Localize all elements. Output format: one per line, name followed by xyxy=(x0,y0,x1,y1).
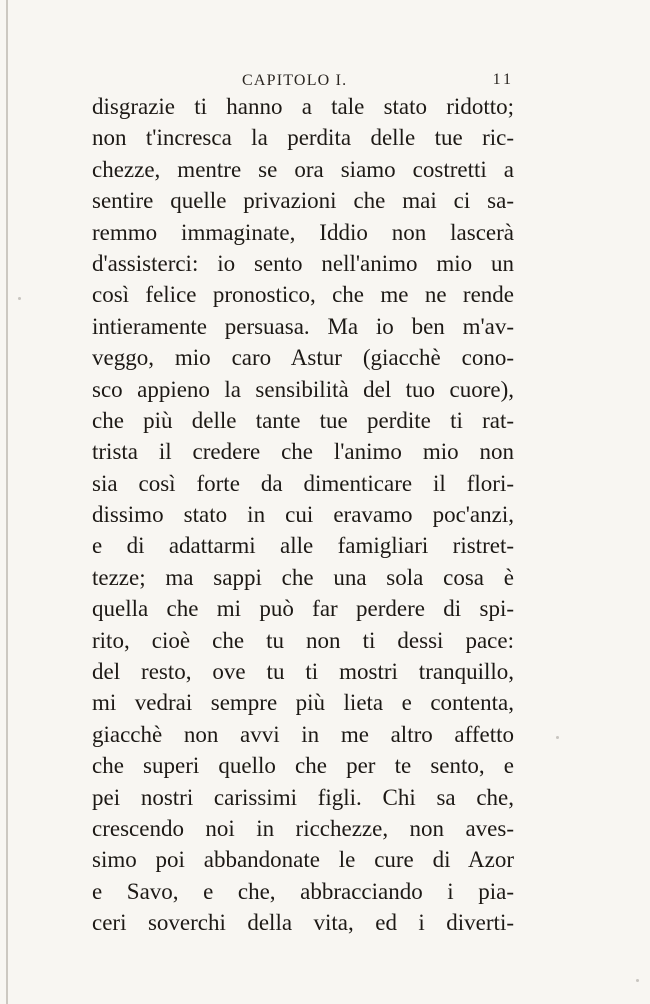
page-edge-rule xyxy=(6,0,8,1004)
text-line: simo poi abbandonate le cure di Azor xyxy=(92,847,514,873)
text-line: sco appieno la sensibilità del tuo cuore), xyxy=(92,376,514,402)
text-line: giacchè non avvi in me altro affetto xyxy=(92,721,514,747)
text-line: e di adattarmi alle famigliari ristret- xyxy=(92,533,514,559)
page-speck xyxy=(18,297,21,300)
text-line: intieramente persuasa. Ma io ben m'av- xyxy=(92,313,514,339)
text-line: disgrazie ti hanno a tale stato ridotto; xyxy=(92,94,514,119)
text-line: remmo immaginate, Iddio non lascerà xyxy=(92,219,514,245)
text-line: non t'incresca la perdita delle tue ric- xyxy=(92,125,514,151)
text-line: tezze; ma sappi che una sola cosa è xyxy=(92,564,514,590)
text-line: rito, cioè che tu non ti dessi pace: xyxy=(92,627,514,653)
text-line: d'assisterci: io sento nell'animo mio un xyxy=(92,250,514,276)
text-line: mi vedrai sempre più lieta e contenta, xyxy=(92,690,514,716)
page-speck xyxy=(556,736,559,739)
text-line: trista il credere che l'animo mio non xyxy=(92,439,514,465)
text-line: veggo, mio caro Astur (giacchè cono- xyxy=(92,345,514,371)
text-line: sia così forte da dimenticare il flori- xyxy=(92,470,514,496)
text-line: dissimo stato in cui eravamo poc'anzi, xyxy=(92,502,514,528)
text-line: del resto, ove tu ti mostri tranquillo, xyxy=(92,659,514,685)
page-speck xyxy=(636,979,639,982)
text-line: sentire quelle privazioni che mai ci sa- xyxy=(92,188,514,214)
text-line: e Savo, e che, abbracciando i pia- xyxy=(92,878,514,904)
text-line: che più delle tante tue perdite ti rat- xyxy=(92,407,514,433)
text-line: quella che mi può far perdere di spi- xyxy=(92,596,514,622)
text-line: crescendo noi in ricchezze, non aves- xyxy=(92,815,514,841)
text-line: che superi quello che per te sento, e xyxy=(92,753,514,779)
chapter-title: CAPITOLO I. xyxy=(242,72,348,89)
text-line: pei nostri carissimi figli. Chi sa che, xyxy=(92,784,514,810)
text-line: ceri soverchi della vita, ed i diverti- xyxy=(92,910,514,936)
text-line: così felice pronostico, che me ne rende xyxy=(92,282,514,308)
body-text xyxy=(92,91,514,939)
page-number: 11 xyxy=(492,71,514,88)
text-line: chezze, mentre se ora siamo costretti a xyxy=(92,156,514,182)
